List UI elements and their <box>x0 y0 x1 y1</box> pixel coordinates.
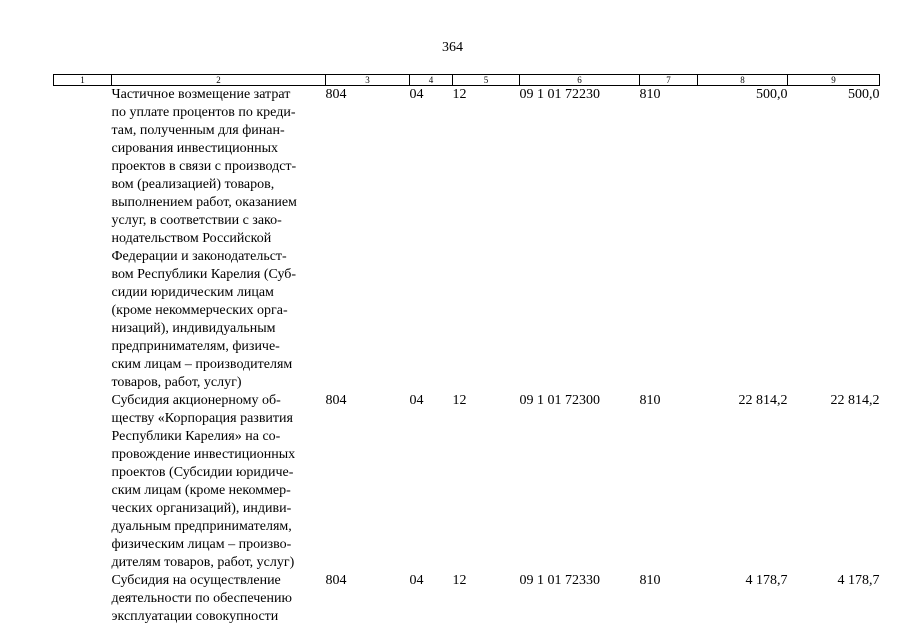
subsection-code: 12 <box>452 573 467 588</box>
description-line: услуг, в соответствии с зако- <box>111 213 282 228</box>
description-line: эксплуатации совокупности <box>111 609 279 624</box>
subsection-code: 12 <box>452 393 467 408</box>
description-line: товаров, работ, услуг) <box>111 375 242 390</box>
row-cell-empty <box>54 86 112 393</box>
column-number-row <box>54 75 880 86</box>
table-row <box>54 572 880 626</box>
amount-value-2: 500,0 <box>848 87 880 102</box>
section-code: 04 <box>409 393 424 408</box>
description-line: провождение инвестиционных <box>111 447 296 462</box>
column-header: 4 <box>410 75 453 86</box>
description-line: ским лицам (кроме некоммер- <box>111 483 291 498</box>
description-line: сидии юридическим лицам <box>111 285 274 300</box>
amount-value: 4 178,7 <box>745 573 788 588</box>
column-header: 8 <box>698 75 788 86</box>
description-line: проектов в связи с производст- <box>111 159 297 174</box>
budget-table <box>53 74 880 626</box>
description-line: дителям товаров, работ, услуг) <box>111 555 295 570</box>
amount-value-2: 22 814,2 <box>830 393 880 408</box>
description-line: вом Республики Карелия (Суб- <box>111 267 297 282</box>
column-header: 5 <box>453 75 520 86</box>
target-article-code: 09 1 01 72230 <box>519 87 600 102</box>
description-line: Республики Карелия» на со- <box>111 429 281 444</box>
target-article-code: 09 1 01 72300 <box>519 393 600 408</box>
page-number: 364 <box>442 40 463 55</box>
section-code: 04 <box>409 87 424 102</box>
column-header: 9 <box>788 75 880 86</box>
ministry-code: 804 <box>325 393 347 408</box>
column-header: 3 <box>326 75 410 86</box>
description-line: там, полученным для финан- <box>111 123 285 138</box>
description-line: проектов (Субсидии юридиче- <box>111 465 294 480</box>
column-header: 1 <box>54 75 112 86</box>
description-line: Субсидия акционерному об- <box>111 393 281 408</box>
table-row <box>54 86 880 393</box>
description-line: низаций), индивидуальным <box>111 321 276 336</box>
description-line: предпринимателям, физиче- <box>111 339 280 354</box>
amount-value-2: 4 178,7 <box>837 573 880 588</box>
description-line: деятельности по обеспечению <box>111 591 292 606</box>
column-header: 6 <box>520 75 640 86</box>
column-header: 7 <box>640 75 698 86</box>
description-line: ческих организаций), индиви- <box>111 501 292 516</box>
description-line: физическим лицам – произво- <box>111 537 292 552</box>
row-cell-empty <box>54 392 112 572</box>
expense-type-code: 810 <box>639 573 661 588</box>
target-article-code: 09 1 01 72330 <box>519 573 600 588</box>
description-line: (кроме некоммерческих орга- <box>111 303 288 318</box>
subsection-code: 12 <box>452 87 467 102</box>
amount-value: 22 814,2 <box>738 393 788 408</box>
description-line: ществу «Корпорация развития <box>111 411 293 426</box>
description-line: выполнением работ, оказанием <box>111 195 297 210</box>
amount-value: 500,0 <box>756 87 788 102</box>
table-row <box>54 392 880 572</box>
description-line: Субсидия на осуществление <box>111 573 281 588</box>
expense-type-code: 810 <box>639 393 661 408</box>
ministry-code: 804 <box>325 87 347 102</box>
row-description <box>112 86 326 393</box>
row-cell-empty <box>54 572 112 626</box>
description-line: Федерации и законодательст- <box>111 249 287 264</box>
row-description <box>112 572 326 626</box>
description-line: сирования инвестиционных <box>111 141 279 156</box>
row-description <box>112 392 326 572</box>
ministry-code: 804 <box>325 573 347 588</box>
column-header: 2 <box>112 75 326 86</box>
section-code: 04 <box>409 573 424 588</box>
description-line: нодательством Российской <box>111 231 272 246</box>
description-line: ским лицам – производителям <box>111 357 293 372</box>
expense-type-code: 810 <box>639 87 661 102</box>
description-line: по уплате процентов по креди- <box>111 105 296 120</box>
description-line: дуальным предпринимателям, <box>111 519 292 534</box>
description-line: Частичное возмещение затрат <box>111 87 291 102</box>
description-line: вом (реализацией) товаров, <box>111 177 275 192</box>
